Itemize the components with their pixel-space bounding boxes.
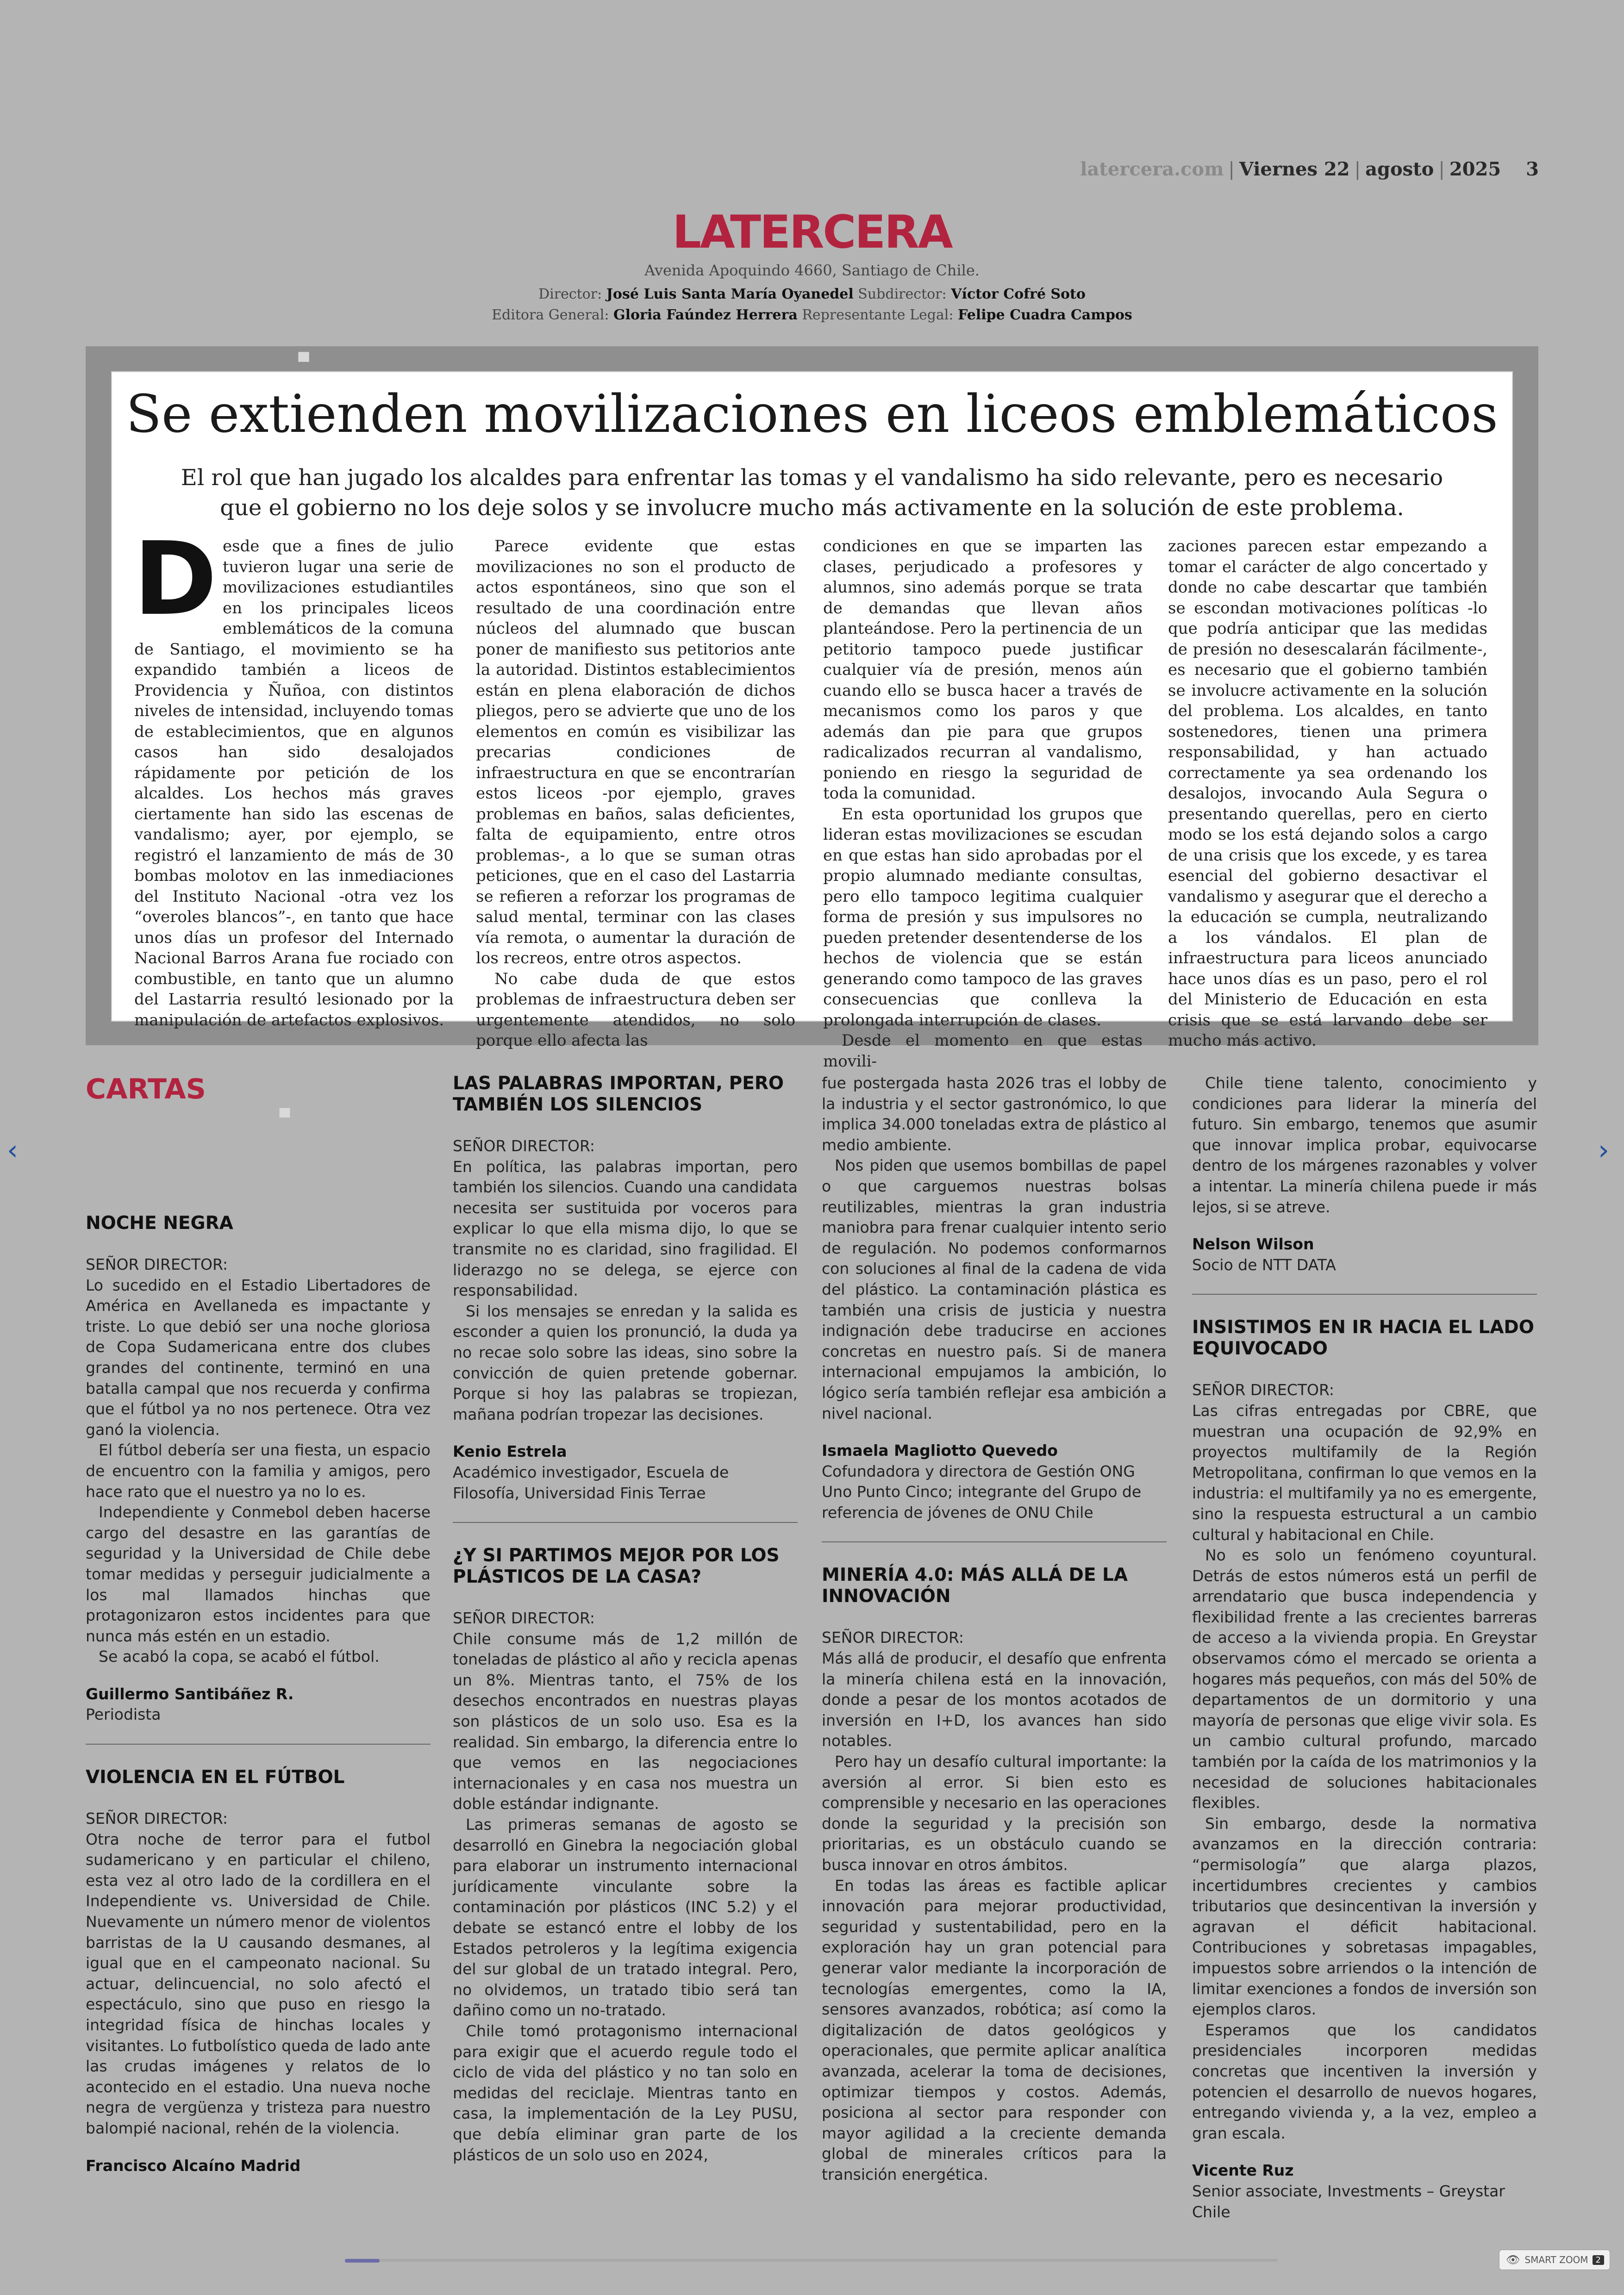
previous-page-icon[interactable]: ‹ (7, 1134, 18, 1166)
letters-column-4 (1192, 1073, 1537, 2221)
next-page-icon[interactable]: › (1598, 1134, 1609, 1166)
letter-salute: SEÑOR DIRECTOR: (453, 1137, 595, 1155)
editorial-paragraph: zaciones parecen estar empezando a tomar el carácter de algo concertado y donde no cabe descartar que también se escondan motivaciones políticas -lo que podría anticipar que las medidas de presión no desescalarán fácilmente-, es necesario que el gobierno también se involucre activamente en la solución del problema. Los alcaldes, en tanto sostenedores, tienen una primera responsabilidad, y han actuado correctamente ya sea ordenando los desalojos, invocando Aula Segura o presentando querellas, pero en cierto modo se los está dejando solos a cargo de una crisis que los excede, y es tarea esencial del gobierno desactivar el vandalismo y asegurar que el derecho a la educación se cumpla, neutralizando a los vándalos. El plan de infraestructura para liceos anunciado hace unos días es un paso, pero el rol del Ministerio de Educación en esta crisis que se está larvando debe ser mucho más activo. (1168, 537, 1487, 1050)
letter-role: Periodista (86, 1705, 161, 1724)
letter-paragraph: Otra noche de terror para el futbol sudamericano y en particular el chileno, esta vez al otro lado de la cordillera en el Independiente vs. Universidad de Chile. Nuevamente un número menor de violentos barristas de la U causando desmanes, al igual que en el campeonato nacional. Su actuar, delincuencial, no solo afectó el espectáculo, sino que puso en riesgo la integridad física de hinchas locales y visitantes. Lo futbolístico queda de lado ante las crudas imágenes y relatos de lo acontecido en el estadio. Una nueva noche negra de vergüenza y tristeza para nuestro balompié nacional, rehén de la violencia. (86, 1830, 431, 2137)
letter-paragraph: fue postergada hasta 2026 tras el lobby de la industria y el sector gastronómico, lo que implica 34.000 toneladas extra de plástico al medio ambiente. (822, 1074, 1167, 1154)
editorial-paragraph: No cabe duda de que estos problemas de infraestructura deben ser urgentemente atendidos, no solo porque ello afecta las (476, 969, 795, 1050)
date-day: Viernes 22 (1239, 158, 1350, 180)
letter-signature: Guillermo Santibáñez R. (86, 1684, 294, 1703)
letter-paragraph: Pero hay un desafío cultural importante: la aversión al error. Si bien esto es comprensible y necesario en las operaciones donde la seguridad y la precisión son prioritarias, es un obstáculo cuando se busca innovar en otros ámbitos. (822, 1752, 1167, 1874)
editorial-column-4 (1168, 536, 1487, 1050)
letter-salute: SEÑOR DIRECTOR: (822, 1628, 964, 1647)
director-name: José Luis Santa María Oyanedel (606, 286, 854, 302)
smart-zoom-count: 2 (1593, 2255, 1604, 2265)
letters-column-1 (86, 1213, 431, 2175)
subdirector-label: Subdirector: (858, 286, 947, 302)
editorial-paragraph: En esta oportunidad los grupos que lideran estas movilizaciones se escudan en que estas han sido aprobadas por el propio alumnado mediante consultas, pero ello tampoco legitima cualquier forma de presión y sus impulsores no pueden pretender desentenderse de los hechos de violencia que se están generando como tampoco de las graves consecuencias que conlleva la prolongada interrupción de clases. (823, 804, 1143, 1029)
letter-paragraph: Chile tiene talento, conocimiento y condiciones para liderar la minería del futuro. Sin embargo, tenemos que asumir que innovar implica probar, equivocarse dentro de los márgenes razonables y volver a intentar. La minería chilena puede ir más lejos, si se atreve. (1192, 1074, 1537, 1216)
editorial-title: Se extienden movilizaciones en liceos emblemáticos (126, 384, 1498, 444)
letter-role: Académico investigador, Escuela de Filosofía, Universidad Finis Terrae (453, 1463, 729, 1502)
editorial-subtitle: El rol que han jugado los alcaldes para enfrentar las tomas y el vandalismo ha sido relevante, pero es necesario que el gobierno no los deje solos y se involucre mucho más activamente en la solución de este problema. (181, 465, 1443, 521)
letter-salute: SEÑOR DIRECTOR: (86, 1809, 228, 1828)
letter-title: INSISTIMOS EN IR HACIA EL LADO EQUIVOCADO (1192, 1317, 1534, 1360)
letter-paragraph: Nos piden que usemos bombillas de papel o que carguemos nuestras bolsas reutilizables, mientras la gran industria maniobra para frenar cualquier intento serio de regulación. No podemos conformarnos con soluciones al final de la cadena de vida del plástico. La contaminación plástica es también una crisis de justicia y nuestra indignación debe traducirse en acciones concretas en nuestro país. Si de manera internacional empujamos la ambición, lo lógico sería también reflejar esa ambición a nivel nacional. (822, 1156, 1167, 1422)
page-header-meta: latercera.com | Viernes 22 | agosto | 2025 3 (1080, 158, 1539, 180)
letter (1192, 1317, 1537, 2222)
letter-continued (822, 1073, 1167, 1523)
letter-paragraph: Si los mensajes se enredan y la salida es esconder a quien los pronunció, la duda ya no recae solo sobre las ideas, sino sobre la convicción de quien pretende gobernar. Porque si hoy las palabras se tropiezan, mañana podrían tropezar las decisiones. (453, 1302, 798, 1423)
editorial-paragraph: esde que a fines de julio tuvieron lugar una serie de movilizaciones estudiantiles en los principales liceos emblemáticos de la comuna de Santiago, el movimiento se ha expandido también a liceos de Providencia y Ñuñoa, con distintos niveles de intensidad, incluyendo tomas de establecimientos, que en algunos casos han sido desalojados rápidamente por petición de los alcaldes. Los hechos más graves ciertamente han sido las escenas de vandalismo; ayer, por ejemplo, se registró el lanzamiento de más de 30 bombas molotov en las inmediaciones del Instituto Nacional -otra vez los “overoles blancos”-, en tanto que hace unos días un profesor del Internado Nacional Barros Arana fue rociado con combustible, en tanto que un alumno del Lastarria resultó lesionado por la manipulación de artefactos explosivos. (134, 537, 454, 1029)
letter-paragraph: Independiente y Conmebol deben hacerse cargo del desastre en las garantías de seguridad y la Universidad de Chile debe tomar medidas y perseguir judicialmente a los mal llamados hinchas que protagonizaron estos incidentes para que nunca más estén en un estadio. (86, 1503, 431, 1645)
letter (86, 1767, 431, 2176)
newspaper-logo: LATERCERA (672, 206, 952, 259)
letter-paragraph: Las primeras semanas de agosto se desarrolló en Ginebra la negociación global para elaborar un instrumento internacional jurídicamente vinculante sobre la contaminación por plásticos (INC 5.2) y el debate se estancó entre el lobby de los Estados petroleros y la legítima exigencia del sur global de un tratado integral. Pero, no olvidemos, un tratado tibio será tan dañino como un no-tratado. (453, 1815, 798, 2020)
legal-name: Felipe Cuadra Campos (958, 307, 1132, 323)
letter (86, 1213, 431, 1725)
letter-title: VIOLENCIA EN EL FÚTBOL (86, 1767, 345, 1788)
director-label: Director: (538, 286, 602, 302)
site-name: latercera.com (1080, 158, 1224, 180)
letter-paragraph: Chile tomó protagonismo internacional para exigir que el acuerdo regule todo el ciclo de vida del plástico y no tan solo en medidas del reciclaje. Mientras tanto en casa, la implementación de la Ley PUSU, que debía eliminar gran parte de los plásticos de un solo uso en 2024, (453, 2021, 798, 2164)
letter-paragraph: Chile consume más de 1,2 millón de toneladas de plástico al año y recicla apenas un 8%. Mientras tanto, el 75% de los desechos encontrados en nuestras playas son plásticos de un solo uso. Esa es la realidad. Sin embargo, la diferencia entre lo que vemos en las negociaciones internacionales y en casa nos muestra un doble estándar indignante. (453, 1629, 798, 1813)
staff-line-1 (0, 286, 1624, 302)
eye-icon: 👁 (1506, 2253, 1520, 2266)
letter-signature: Vicente Ruz (1192, 2161, 1294, 2180)
letter-signature: Ismaela Magliotto Quevedo (822, 1441, 1058, 1460)
date-year: 2025 (1449, 158, 1501, 180)
divider (86, 1744, 431, 1745)
letter-role: Socio de NTT DATA (1192, 1255, 1336, 1274)
page-number: 3 (1526, 158, 1539, 180)
smart-zoom-label: SMART ZOOM (1524, 2254, 1588, 2265)
editorial-paragraph: Desde el momento en que estas movili- (823, 1031, 1143, 1071)
editorial-column-3 (823, 536, 1143, 1071)
divider (822, 1541, 1167, 1542)
letter-title: NOCHE NEGRA (86, 1213, 233, 1234)
editorial-column-1 (133, 521, 454, 1029)
letter-role: Senior associate, Investments – Greystar Chile (1192, 2182, 1505, 2221)
note-icon[interactable] (298, 352, 309, 362)
letter-title: MINERÍA 4.0: MÁS ALLÁ DE LA INNOVACIÓN (822, 1565, 1128, 1607)
letter-paragraph: No es solo un fenómeno coyuntural. Detrás de estos números está un perfil de arrendatario que busca independencia y flexibilidad frente a las crecientes barreras de acceso a la vivienda propia. En Greystar observamos cómo el mercado se orienta a hogares más pequeños, con más del 50% de departamentos de un dormitorio y una mayoría de personas que elige vivir sola. Es un cambio cultural profundo, marcado también por la caída de los matrimonios y la necesidad de soluciones habitacionales flexibles. (1192, 1546, 1537, 1812)
editora-name: Gloria Faúndez Herrera (613, 307, 798, 323)
page-scroll-track[interactable] (345, 2259, 1278, 2262)
letter-paragraph: Las cifras entregadas por CBRE, que muestran una ocupación de 92,9% en proyectos multifamily de la Región Metropolitana, confirman lo que vemos en la industria: el multifamily ya no es emergente, sino la respuesta estructural a un cambio cultural y habitacional en Chile. (1192, 1401, 1537, 1544)
legal-label: Representante Legal: (802, 307, 954, 323)
letter-title: LAS PALABRAS IMPORTAN, PERO TAMBIÉN LOS SILENCIOS (453, 1073, 784, 1115)
letter-paragraph: El fútbol debería ser una fiesta, un espacio de encuentro con la familia y amigos, pero hace rato que el nuestro ya no lo es. (86, 1441, 431, 1501)
divider (453, 1522, 798, 1523)
letter-paragraph: En todas las áreas es factible aplicar innovación para mejorar productividad, seguridad y sustentabilidad, pero en la exploración hay un gran potencial para generar valor mediante la incorporación de tecnologías emergentes, como la IA, sensores avanzados, robótica; así como la digitalización de datos geológicos y operacionales, que permite aplicar analítica avanzada, acelerar la toma de decisiones, optimizar tiempos y costos. Además, posiciona al sector para responder con mayor agilidad a la creciente demanda global de minerales críticos para la transición energética. (822, 1876, 1167, 2183)
letter-paragraph: Lo sucedido en el Estadio Libertadores de América en Avellaneda es impactante y triste. Lo que debió ser una noche gloriosa de Copa Sudamericana entre dos clubes grandes del continente, terminó en una batalla campal que nos recuerda y confirma que el fútbol ya no nos pertenece. Otra vez ganó la violencia. (86, 1276, 431, 1439)
newspaper-address: Avenida Apoquindo 4660, Santiago de Chile. (644, 262, 980, 279)
note-icon[interactable] (279, 1108, 290, 1118)
editorial-paragraph: condiciones en que se imparten las clases, perjudicado a profesores y alumnos, sino además porque se trata de demandas que llevan años planteándose. Pero la pertinencia de un petitorio tampoco puede justificar cualquier vía de presión, menos aún cuando ello se busca hacer a través de mecanismos como los paros y que además dan pie para que grupos radicalizados recurran al vandalismo, poniendo en riesgo la seguridad de toda la comunidad. (823, 537, 1143, 803)
cartas-section-title: CARTAS (86, 1073, 206, 1105)
letter-paragraph: Esperamos que los candidatos presidenciales incorporen medidas concretas que incentiven la inversión y potencien el desarrollo de nuevos hogares, entregando vivienda y, a la vez, empleo a gran escala. (1192, 2021, 1537, 2142)
drop-cap: D (133, 521, 217, 638)
divider (1192, 1294, 1537, 1295)
letters-column-2 (453, 1073, 798, 2164)
letter-signature: Nelson Wilson (1192, 1235, 1314, 1254)
editorial-paragraph: Parece evidente que estas movilizaciones no son el producto de actos espontáneos, sino que son el resultado de una coordinación entre núcleos del alumnado que buscan poner de manifiesto sus petitorios ante la autoridad. Distintos establecimientos están en plena elaboración de dichos pliegos, pero se advierte que uno de los elementos en común es visibilizar las precarias condiciones de infraestructura en que se encontrarían estos liceos -por ejemplo, graves problemas en baños, salas deficientes, falta de equipamiento, entre otros problemas-, a lo que se suman otras peticiones, que en el caso del Lastarria se refieren a reforzar los programas de salud mental, terminar con las clases vía remota, o aumentar la duración de los recreos, entre otros aspectos. (476, 537, 795, 967)
letter (453, 1545, 798, 2165)
letter-salute: SEÑOR DIRECTOR: (453, 1609, 595, 1628)
page-scroll-thumb[interactable] (345, 2259, 380, 2263)
letter-paragraph: Más allá de producir, el desafío que enfrenta la minería chilena está en la innovación, donde a pesar de los montos acotados de inversión en I+D, los avances han sido notables. (822, 1649, 1167, 1750)
letter-paragraph: Sin embargo, desde la normativa avanzamos en la dirección contraria: “permisología” que alarga plazos, incertidumbres crecientes y cambios tributarios que desincentivan la inversión y agravan el déficit habitacional. Contribuciones y sobretasas impagables, impuestos sobre arriendos o la intención de limitar exenciones a fondos de inversión son ejemplos claros. (1192, 1814, 1537, 2019)
smart-zoom-button[interactable] (1499, 2250, 1610, 2270)
letter-role: Cofundadora y directora de Gestión ONG Uno Punto Cinco; integrante del Grupo de referencia de jóvenes de ONU Chile (822, 1462, 1142, 1522)
letter-continued (1192, 1073, 1537, 1275)
letter-paragraph: En política, las palabras importan, pero también los silencios. Cuando una candidata necesita ser sustituida por voceros para explicar lo que ella misma dijo, lo que se transmite no es claridad, sino fragilidad. El liderazgo no se delega, se ejerce con responsabilidad. (453, 1157, 798, 1300)
letters-column-3 (822, 1073, 1167, 2183)
editora-label: Editora General: (492, 307, 609, 323)
letter-title: ¿Y SI PARTIMOS MEJOR POR LOS PLÁSTICOS DE LA CASA? (453, 1545, 780, 1588)
letter-paragraph: Se acabó la copa, se acabó el fútbol. (99, 1647, 380, 1666)
editorial-column-2 (476, 536, 795, 1050)
letter-signature: Francisco Alcaíno Madrid (86, 2156, 301, 2175)
letter-signature: Kenio Estrela (453, 1442, 567, 1461)
date-month: agosto (1365, 158, 1434, 180)
staff-line-2 (0, 307, 1624, 323)
letter (822, 1565, 1167, 2185)
letter-salute: SEÑOR DIRECTOR: (86, 1255, 228, 1273)
subdirector-name: Víctor Cofré Soto (951, 286, 1086, 302)
letter-salute: SEÑOR DIRECTOR: (1192, 1381, 1335, 1399)
letter (453, 1073, 798, 1503)
